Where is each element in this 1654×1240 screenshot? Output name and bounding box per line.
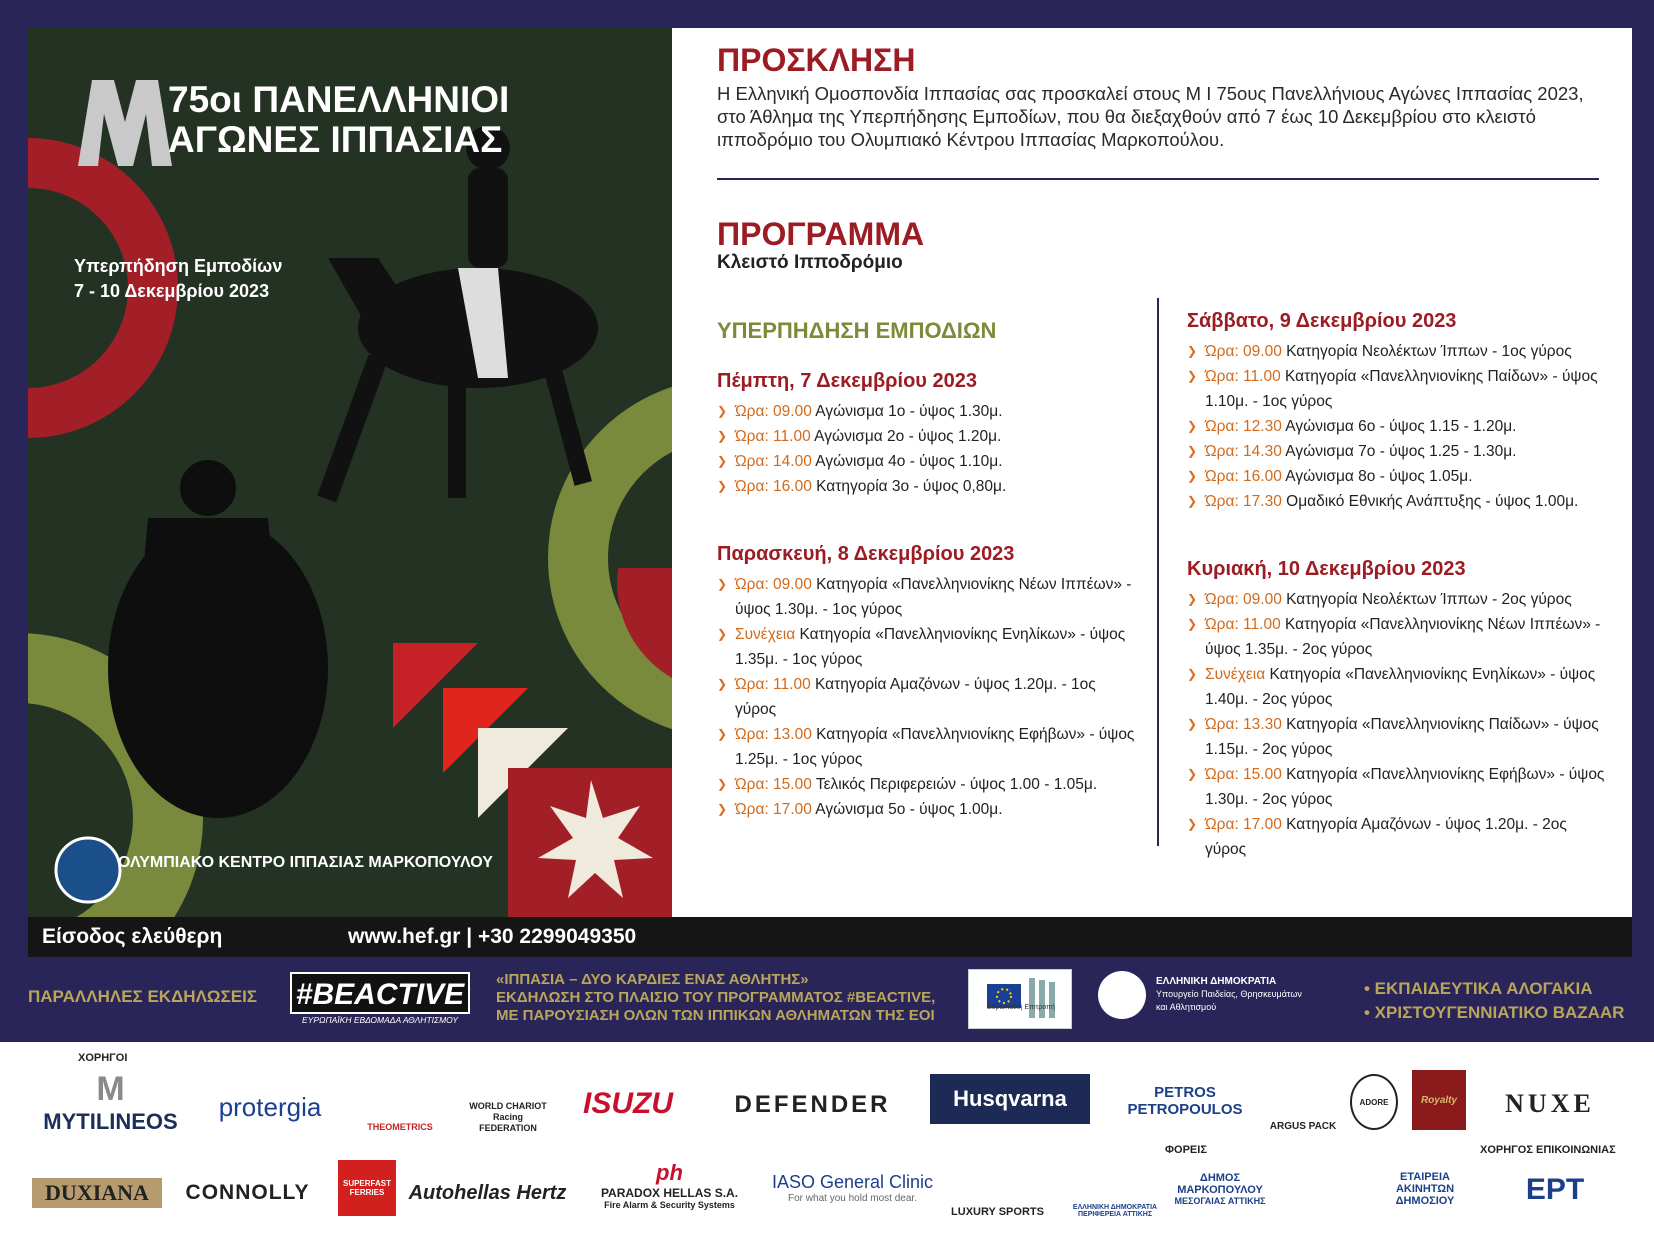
sponsor-logo-nuxe: NUXE	[1505, 1089, 1595, 1118]
entry-text: Αγώνισμα 8ο - ύψος 1.05μ.	[1285, 468, 1473, 485]
entry-time: Ώρα: 17.00	[1205, 816, 1282, 833]
entry-text: Κατηγορία «Πανελληνιονίκης Ενηλίκων» - ύψος 1.40μ. - 2ος γύρος	[1205, 666, 1596, 708]
entry-time: Συνέχεια	[1205, 666, 1266, 683]
event-heading: ΥΠΕΡΠΗΔΗΣΗ ΕΜΠΟΔΙΩΝ	[717, 318, 997, 343]
sponsor-logo-protergia: protergia	[218, 1091, 322, 1122]
sponsor-logo-petropoulos: PETROS PETROPOULOS	[1127, 1084, 1243, 1118]
info-bar	[28, 917, 1632, 957]
poster-subtitle-line2: 7 - 10 Δεκεμβρίου 2023	[74, 281, 270, 301]
entry-time: Συνέχεια	[735, 626, 796, 643]
entry-text: Αγώνισμα 7ο - ύψος 1.25 - 1.30μ.	[1285, 443, 1517, 460]
sponsors-heading: ΧΟΡΗΓΟΙ	[78, 1052, 128, 1064]
sponsor-logo-superfast: SUPERFAST FERRIES	[338, 1160, 396, 1216]
entry-text: Αγώνισμα 2ο - ύψος 1.20μ.	[814, 428, 1002, 445]
parallel-desc-line3: ΜΕ ΠΑΡΟΥΣΙΑΣΗ ΟΛΩΝ ΤΩΝ ΙΠΠΙΚΩΝ ΑΘΛΗΜΑΤΩΝ ΤΗΣ ΕΟΙ	[496, 1007, 935, 1024]
ministry-title: ΕΛΛΗΝΙΚΗ ΔΗΜΟΚΡΑΤΙΑ	[1156, 976, 1277, 987]
entry-time: Ώρα: 11.00	[735, 676, 811, 693]
schedule-entry	[717, 399, 1137, 424]
invitation-panel	[672, 28, 1632, 917]
day-title: Σάββατο, 9 Δεκεμβρίου 2023	[1187, 310, 1457, 332]
schedule-entry	[1187, 612, 1607, 662]
poster-subtitle	[74, 254, 282, 304]
contact-link[interactable]: www.hef.gr | +30 2299049350	[348, 925, 637, 948]
sponsors-section	[0, 1042, 1654, 1240]
entry-text: Κατηγορία Νεολέκτων Ίππων - 2ος γύρος	[1286, 591, 1572, 608]
entry-text: Κατηγορία Αμαζόνων - ύψος 1.20μ. - 2ος γύρος	[1205, 816, 1567, 858]
sponsor-logo-duxiana: DUXIANA	[32, 1178, 162, 1208]
ministry-line1: Υπουργείο Παιδείας, Θρησκευμάτων	[1156, 989, 1302, 999]
parallel-desc-line1: «ΙΠΠΑΣΙΑ – ΔΥΟ ΚΑΡΔΙΕΣ ΕΝΑΣ ΑΘΛΗΤΗΣ»	[496, 971, 809, 988]
poster-title-line2: ΑΓΩΝΕΣ ΙΠΠΑΣΙΑΣ	[168, 119, 503, 160]
day-thursday	[717, 370, 1137, 499]
entry-time: Ώρα: 17.00	[735, 801, 812, 818]
ministry-text	[1156, 975, 1302, 1014]
ministry-line2: και Αθλητισμού	[1156, 1002, 1217, 1012]
body-tagline: ΜΕΣΟΓΑΙΑΣ ΑΤΤΙΚΗΣ	[1174, 1196, 1266, 1206]
comm-sponsor-heading: ΧΟΡΗΓΟΣ ΕΠΙΚΟΙΝΩΝΙΑΣ	[1480, 1144, 1616, 1156]
poster-title	[168, 80, 509, 160]
entry-time: Ώρα: 09.00	[1205, 343, 1282, 360]
sponsor-logo-connolly: CONNOLLY	[185, 1181, 310, 1204]
entry-time: Ώρα: 17.30	[1205, 493, 1282, 510]
schedule-entry	[717, 572, 1137, 622]
entry-text: Κατηγορία «Πανελληνιονίκης Παίδων» - ύψος 1.10μ. - 1ος γύρος	[1205, 368, 1598, 410]
entry-time: Ώρα: 09.00	[1205, 591, 1282, 608]
free-entry-text: Είσοδος ελεύθερη	[42, 925, 223, 948]
sponsor-logo-royalty: Royalty	[1412, 1070, 1466, 1130]
body-name: ΠΕΡΙΦΕΡΕΙΑ ΑΤΤΙΚΗΣ	[1077, 1211, 1153, 1218]
entry-text: Αγώνισμα 5ο - ύψος 1.00μ.	[815, 801, 1003, 818]
schedule-entry	[1187, 712, 1607, 762]
sponsor-logo-argus: ARGUS PACK	[1269, 1121, 1337, 1132]
entry-text: Κατηγορία Νεολέκτων Ίππων - 1ος γύρος	[1286, 343, 1572, 360]
sponsor-logo-luxury-sports: LUXURY SPORTS	[951, 1206, 1044, 1218]
body-logo-markopoulo	[1160, 1164, 1280, 1214]
bodies-heading: ΦΟΡΕΙΣ	[1165, 1144, 1207, 1156]
entry-time: Ώρα: 15.00	[735, 776, 812, 793]
parallel-events-band	[0, 957, 1654, 1042]
invitation-title: ΠΡΟΣΚΛΗΣΗ	[717, 42, 916, 78]
entry-text: Κατηγορία «Πανελληνιονίκης Εφήβων» - ύψος 1.30μ. - 2ος γύρος	[1205, 766, 1605, 808]
day-title: Κυριακή, 10 Δεκεμβρίου 2023	[1187, 558, 1466, 580]
poster-subtitle-line1: Υπερπήδηση Εμποδίων	[74, 256, 283, 276]
parallel-event-description	[496, 971, 936, 1025]
schedule-entry	[717, 797, 1137, 822]
entry-text: Κατηγορία «Πανελληνιονίκης Ενηλίκων» - ύψος 1.35μ. - 1ος γύρος	[735, 626, 1126, 668]
divider	[717, 178, 1599, 180]
entry-time: Ώρα: 09.00	[735, 403, 812, 420]
schedule-entry	[1187, 439, 1607, 464]
beactive-logo: #BEACTIVE	[290, 972, 470, 1014]
schedule-entry	[717, 772, 1137, 797]
eu-commission-label: Ευρωπαϊκή Επιτροπή	[987, 1004, 1055, 1011]
sponsor-logo-husqvarna: Husqvarna	[930, 1074, 1090, 1124]
schedule-entry	[717, 722, 1137, 772]
schedule-entry	[1187, 464, 1607, 489]
sponsor-logo-iaso	[765, 1160, 940, 1216]
schedule-entry	[717, 449, 1137, 474]
day-title: Παρασκευή, 8 Δεκεμβρίου 2023	[717, 543, 1015, 565]
schedule-entry	[717, 622, 1137, 672]
entry-time: Ώρα: 09.00	[735, 576, 812, 593]
side-events	[1364, 977, 1624, 1025]
entry-time: Ώρα: 13.00	[735, 726, 812, 743]
entry-time: Ώρα: 13.30	[1205, 716, 1282, 733]
entry-text: Τελικός Περιφερειών - ύψος 1.00 - 1.05μ.	[815, 776, 1098, 793]
schedule-entry	[717, 474, 1137, 499]
day-title: Πέμπτη, 7 Δεκεμβρίου 2023	[717, 370, 977, 392]
program-title: ΠΡΟΓΡΑΜΜΑ	[717, 216, 925, 252]
sponsor-name: MYTILINEOS	[43, 1108, 178, 1134]
entry-time: Ώρα: 14.00	[735, 453, 812, 470]
schedule-entry	[1187, 662, 1607, 712]
poster-panel	[28, 28, 672, 917]
eu-commission-logo	[968, 969, 1072, 1029]
sponsor-logo-autohellas-hertz: Autohellas Hertz	[408, 1181, 567, 1204]
program-subtitle: Κλειστό Ιπποδρόμιο	[717, 252, 903, 273]
horse-rider-silhouette	[317, 126, 598, 502]
schedule-entry	[717, 424, 1137, 449]
invitation-body: Η Ελληνική Ομοσπονδία Ιππασίας σας προσκαλεί στους Μ Ι 75ους Πανελλήνιους Αγώνες Ιππασίας 2023, στο Άθλημα της Υπερπήδησης Εμποδίων, που θα διεξαχθούν από 7 έως 10 Δεκεμβρίου στο κλειστό ιπποδρόμιο του Ολυμπιακό Κέντρου Ιππασίας Μαρκοπούλου.	[717, 83, 1584, 150]
body-name: ΔΗΜΟΣ ΜΑΡΚΟΠΟΥΛΟΥ	[1177, 1172, 1263, 1196]
entry-text: Αγώνισμα 4ο - ύψος 1.10μ.	[815, 453, 1003, 470]
side-event-1: • ΕΚΠΑΙΔΕΥΤΙΚΑ ΑΛΟΓΑΚΙΑ	[1364, 979, 1593, 998]
mytilineos-m-icon: M	[96, 1069, 125, 1108]
sponsor-name: IASO General Clinic	[771, 1172, 934, 1192]
greek-republic-emblem-icon	[1098, 971, 1146, 1019]
body-logo-attica-region	[1070, 1154, 1160, 1218]
entry-text: Αγώνισμα 1ο - ύψος 1.30μ.	[815, 403, 1003, 420]
comm-sponsor-logo-ert: ΕΡΤ	[1525, 1172, 1585, 1206]
jumping-horse-silhouette	[108, 460, 328, 818]
body-logo-etad: ΕΤΑΙΡΕΙΑ ΑΚΙΝΗΤΩΝ ΔΗΜΟΣΙΟΥ	[1395, 1171, 1455, 1207]
entry-time: Ώρα: 11.00	[1205, 616, 1281, 633]
entry-time: Ώρα: 16.00	[1205, 468, 1282, 485]
sponsor-tagline: Fire Alarm & Security Systems	[604, 1200, 735, 1210]
sponsor-logo-paradox	[582, 1154, 757, 1216]
schedule-entry	[1187, 762, 1607, 812]
sponsor-logo-isuzu: ISUZU	[583, 1087, 673, 1120]
day-friday	[717, 543, 1137, 822]
schedule-entry	[1187, 339, 1607, 364]
body-tagline: ΕΛΛΗΝΙΚΗ ΔΗΜΟΚΡΑΤΙΑ	[1072, 1204, 1158, 1211]
sponsor-logo-world-chariot: WORLD CHARIOT Racing FEDERATION	[469, 1101, 547, 1133]
column-divider	[1157, 298, 1159, 846]
schedule-entry	[1187, 812, 1607, 862]
sponsor-tagline: For what you hold most dear.	[788, 1193, 917, 1204]
entry-time: Ώρα: 12.30	[1205, 418, 1282, 435]
entry-time: Ώρα: 16.00	[735, 478, 812, 495]
sponsor-name: PARADOX HELLAS S.A.	[600, 1186, 739, 1200]
sponsor-logo-mytilineos	[28, 1069, 193, 1134]
entry-text: Κατηγορία «Πανελληνιονίκης Παίδων» - ύψος 1.15μ. - 2ος γύρος	[1205, 716, 1599, 758]
entry-text: Κατηγορία Αμαζόνων - ύψος 1.20μ. - 1ος γύρος	[735, 676, 1096, 718]
eu-flag-icon	[969, 970, 1073, 1030]
entry-text: Ομαδικό Εθνικής Ανάπτυξης - ύψος 1.00μ.	[1286, 493, 1579, 510]
entry-text: Αγώνισμα 6ο - ύψος 1.15 - 1.20μ.	[1285, 418, 1517, 435]
entry-text: Κατηγορία «Πανελληνιονίκης Νέων Ιππέων» - ύψος 1.35μ. - 2ος γύρος	[1205, 616, 1601, 658]
entry-time: Ώρα: 14.30	[1205, 443, 1282, 460]
schedule-entry	[717, 672, 1137, 722]
entry-time: Ώρα: 15.00	[1205, 766, 1282, 783]
poster-title-line1: 75οι ΠΑΝΕΛΛΗΝΙΟΙ	[168, 79, 510, 120]
entry-time: Ώρα: 11.00	[1205, 368, 1281, 385]
beactive-subtitle: ΕΥΡΩΠΑΪΚΗ ΕΒΔΟΜΑΔΑ ΑΘΛΗΤΙΣΜΟΥ	[301, 1015, 458, 1025]
parallel-desc-line2: ΕΚΔΗΛΩΣΗ ΣΤΟ ΠΛΑΙΣΙΟ ΤΟΥ ΠΡΟΓΡΑΜΜΑΤΟΣ #BEACTIVE,	[496, 989, 936, 1006]
paradox-ph-icon: ph	[656, 1160, 683, 1185]
entry-text: Κατηγορία «Πανελληνιονίκης Νέων Ιππέων» - ύψος 1.30μ. - 1ος γύρος	[735, 576, 1132, 618]
day-sunday	[1187, 558, 1607, 862]
side-event-2: • ΧΡΙΣΤΟΥΓΕΝΝΙΑΤΙΚΟ BAZAAR	[1364, 1003, 1625, 1022]
schedule-entry	[1187, 364, 1607, 414]
entry-time: Ώρα: 11.00	[735, 428, 811, 445]
sponsor-logo-adore: ADORE	[1350, 1074, 1398, 1130]
m-logo-icon	[78, 76, 173, 166]
entry-text: Κατηγορία 3ο - ύψος 0,80μ.	[816, 478, 1007, 495]
schedule-entry	[1187, 587, 1607, 612]
sponsor-logo-theometrics: THEOMETRICS	[367, 1122, 433, 1132]
sponsor-logo-defender: DEFENDER	[734, 1090, 891, 1118]
poster-venue: ΟΛΥΜΠΙΑΚΟ ΚΕΝΤΡΟ ΙΠΠΑΣΙΑΣ ΜΑΡΚΟΠΟΥΛΟΥ	[118, 854, 493, 871]
entry-text: Κατηγορία «Πανελληνιονίκης Εφήβων» - ύψος 1.25μ. - 1ος γύρος	[735, 726, 1135, 768]
federation-badge-icon	[56, 838, 120, 902]
day-saturday	[1187, 310, 1607, 514]
schedule-entry	[1187, 414, 1607, 439]
parallel-events-label: ΠΑΡΑΛΛΗΛΕΣ ΕΚΔΗΛΩΣΕΙΣ	[28, 987, 258, 1006]
schedule-entry	[1187, 489, 1607, 514]
